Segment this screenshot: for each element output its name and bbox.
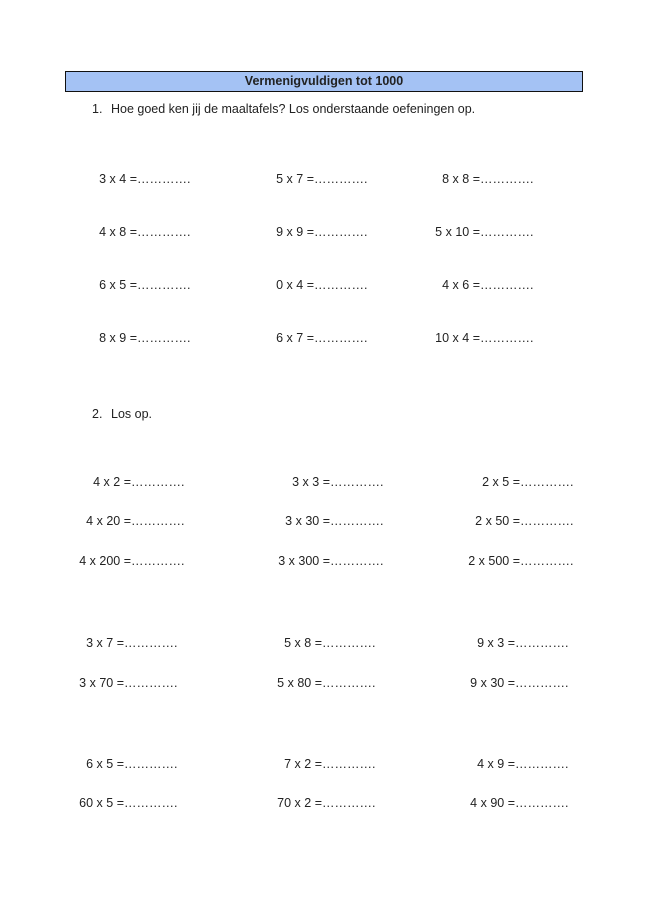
exercise-item	[477, 636, 515, 650]
exercise-expression: 3 x 3 =	[292, 475, 330, 489]
exercise-item	[86, 757, 124, 771]
answer-blank[interactable]: ………….	[124, 796, 178, 810]
exercise-expression: 7 x 2 =	[284, 757, 322, 771]
answer-blank[interactable]: ………….	[124, 757, 178, 771]
exercise-item	[477, 757, 515, 771]
exercise-item	[86, 636, 124, 650]
exercise-expression: 4 x 2 =	[93, 475, 131, 489]
answer-blank[interactable]: ………….	[322, 676, 376, 690]
exercise-expression: 4 x 9 =	[477, 757, 515, 771]
exercise-expression: 6 x 7 =	[276, 331, 314, 345]
exercise-item	[79, 554, 131, 568]
answer-blank[interactable]: ………….	[520, 514, 574, 528]
exercise-item	[284, 636, 322, 650]
question-number: 1.	[92, 102, 103, 116]
answer-blank[interactable]: ………….	[515, 676, 569, 690]
answer-blank[interactable]: ………….	[515, 796, 569, 810]
exercise-expression: 2 x 5 =	[482, 475, 520, 489]
exercise-expression: 3 x 7 =	[86, 636, 124, 650]
exercise-item	[276, 172, 314, 186]
exercise-item	[276, 278, 314, 292]
exercise-item	[482, 475, 520, 489]
exercise-item	[93, 475, 131, 489]
exercise-item	[470, 796, 515, 810]
exercise-item	[99, 331, 137, 345]
answer-blank[interactable]: ………….	[124, 636, 178, 650]
exercise-item	[99, 172, 137, 186]
exercise-expression: 8 x 9 =	[99, 331, 137, 345]
answer-blank[interactable]: ………….	[515, 757, 569, 771]
exercise-item	[285, 514, 330, 528]
question-2	[92, 407, 152, 421]
exercise-expression: 60 x 5 =	[79, 796, 124, 810]
exercise-expression: 9 x 3 =	[477, 636, 515, 650]
question-number: 2.	[92, 407, 103, 421]
exercise-expression: 0 x 4 =	[276, 278, 314, 292]
answer-blank[interactable]: ………….	[137, 331, 191, 345]
question-text: Hoe goed ken jij de maaltafels? Los onderstaande oefeningen op.	[111, 102, 476, 116]
exercise-expression: 3 x 30 =	[285, 514, 330, 528]
answer-blank[interactable]: ………….	[314, 331, 368, 345]
exercise-item	[292, 475, 330, 489]
exercise-expression: 4 x 200 =	[79, 554, 131, 568]
exercise-expression: 70 x 2 =	[277, 796, 322, 810]
exercise-item	[435, 331, 480, 345]
answer-blank[interactable]: ………….	[314, 172, 368, 186]
answer-blank[interactable]: ………….	[330, 514, 384, 528]
exercise-item	[99, 225, 137, 239]
answer-blank[interactable]: ………….	[131, 475, 185, 489]
exercise-item	[435, 225, 480, 239]
exercise-expression: 6 x 5 =	[99, 278, 137, 292]
question-text: Los op.	[111, 407, 153, 421]
answer-blank[interactable]: ………….	[330, 475, 384, 489]
question-1	[92, 102, 475, 116]
exercise-item	[442, 278, 480, 292]
exercise-expression: 2 x 50 =	[475, 514, 520, 528]
exercise-item	[277, 676, 322, 690]
exercise-expression: 9 x 30 =	[470, 676, 515, 690]
worksheet-title: Vermenigvuldigen tot 1000	[65, 71, 583, 92]
exercise-expression: 2 x 500 =	[468, 554, 520, 568]
exercise-expression: 5 x 80 =	[277, 676, 322, 690]
exercise-item	[468, 554, 520, 568]
answer-blank[interactable]: ………….	[137, 225, 191, 239]
answer-blank[interactable]: ………….	[314, 225, 368, 239]
exercise-expression: 3 x 70 =	[79, 676, 124, 690]
answer-blank[interactable]: ………….	[520, 475, 574, 489]
answer-blank[interactable]: ………….	[480, 225, 534, 239]
exercise-item	[470, 676, 515, 690]
answer-blank[interactable]: ………….	[137, 172, 191, 186]
exercise-item	[86, 514, 131, 528]
exercise-item	[442, 172, 480, 186]
exercise-expression: 5 x 8 =	[284, 636, 322, 650]
exercise-expression: 4 x 8 =	[99, 225, 137, 239]
answer-blank[interactable]: ………….	[322, 636, 376, 650]
exercise-item	[284, 757, 322, 771]
exercise-expression: 3 x 4 =	[99, 172, 137, 186]
exercise-expression: 3 x 300 =	[278, 554, 330, 568]
answer-blank[interactable]: ………….	[322, 757, 376, 771]
exercise-item	[475, 514, 520, 528]
answer-blank[interactable]: ………….	[131, 554, 185, 568]
answer-blank[interactable]: ………….	[124, 676, 178, 690]
answer-blank[interactable]: ………….	[480, 172, 534, 186]
exercise-expression: 4 x 20 =	[86, 514, 131, 528]
exercise-expression: 8 x 8 =	[442, 172, 480, 186]
exercise-expression: 9 x 9 =	[276, 225, 314, 239]
answer-blank[interactable]: ………….	[314, 278, 368, 292]
answer-blank[interactable]: ………….	[322, 796, 376, 810]
exercise-item	[277, 796, 322, 810]
exercise-item	[79, 796, 124, 810]
answer-blank[interactable]: ………….	[480, 278, 534, 292]
exercise-item	[99, 278, 137, 292]
answer-blank[interactable]: ………….	[137, 278, 191, 292]
answer-blank[interactable]: ………….	[480, 331, 534, 345]
exercise-expression: 5 x 10 =	[435, 225, 480, 239]
answer-blank[interactable]: ………….	[330, 554, 384, 568]
answer-blank[interactable]: ………….	[515, 636, 569, 650]
exercise-expression: 10 x 4 =	[435, 331, 480, 345]
exercise-item	[276, 331, 314, 345]
exercise-expression: 4 x 90 =	[470, 796, 515, 810]
answer-blank[interactable]: ………….	[131, 514, 185, 528]
exercise-expression: 5 x 7 =	[276, 172, 314, 186]
answer-blank[interactable]: ………….	[520, 554, 574, 568]
exercise-item	[276, 225, 314, 239]
exercise-expression: 6 x 5 =	[86, 757, 124, 771]
exercise-item	[278, 554, 330, 568]
exercise-expression: 4 x 6 =	[442, 278, 480, 292]
exercise-item	[79, 676, 124, 690]
